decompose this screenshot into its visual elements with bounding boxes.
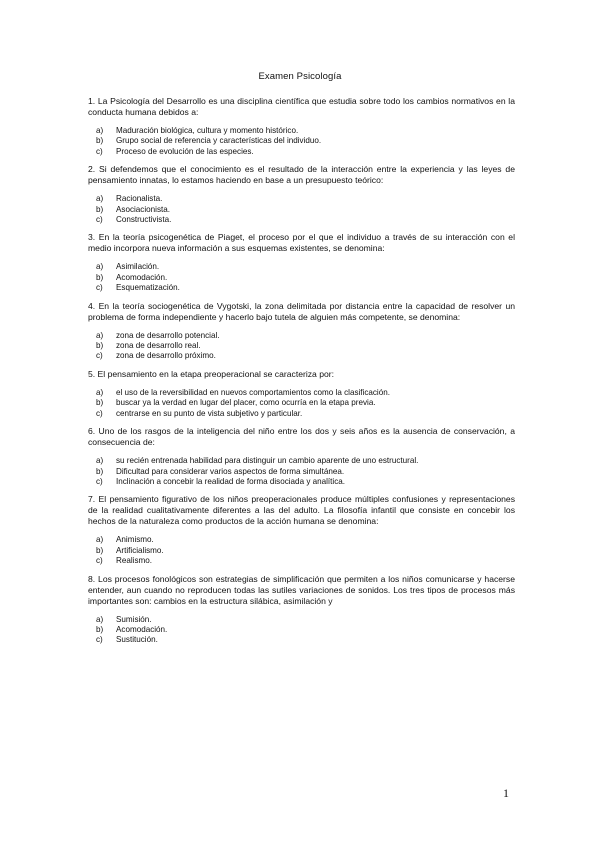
answer-option xyxy=(88,398,515,408)
option-letter: b) xyxy=(96,624,104,634)
answer-options xyxy=(88,456,515,487)
answer-options xyxy=(88,615,515,646)
option-text: su recién entrenada habilidad para distinguir un cambio aparente de uno estructural. xyxy=(116,456,419,466)
answer-option xyxy=(88,205,515,215)
answer-option xyxy=(88,194,515,204)
question-2 xyxy=(88,164,515,225)
option-text: Dificultad para considerar varios aspectos de forma simultánea. xyxy=(116,466,345,476)
question-text: 4. En la teoría sociogenética de Vygotski, la zona delimitada por distancia entre la capacidad de resolver un problema de forma independiente y hacerlo bajo tutela de alguien más competente, se denomina: xyxy=(88,300,515,322)
question-5 xyxy=(88,369,515,419)
question-7 xyxy=(88,494,515,566)
answer-options xyxy=(88,388,515,419)
option-letter: c) xyxy=(96,635,103,645)
option-text: Constructivista. xyxy=(116,215,172,225)
option-text: Artificialismo. xyxy=(116,545,164,555)
answer-options xyxy=(88,194,515,225)
answer-option xyxy=(88,273,515,283)
option-text: zona de desarrollo real. xyxy=(116,341,201,351)
answer-option xyxy=(88,477,515,487)
answer-option xyxy=(88,351,515,361)
answer-option xyxy=(88,467,515,477)
option-text: Sumisión. xyxy=(116,614,152,624)
option-letter: b) xyxy=(96,272,104,282)
option-letter: c) xyxy=(96,351,103,361)
option-text: buscar ya la verdad en lugar del placer, como ocurría en la etapa previa. xyxy=(116,398,376,408)
option-letter: b) xyxy=(96,398,104,408)
option-letter: c) xyxy=(96,476,103,486)
answer-option xyxy=(88,283,515,293)
question-text: 8. Los procesos fonológicos son estrategias de simplificación que permiten a los niños comunicarse y hacerse entender, aun cuando no reproducen todas las sutiles variaciones de sonidos. Los tres tipos de procesos más importantes son: cambios en la estructura silábica, asimilación y xyxy=(88,573,515,606)
option-text: Realismo. xyxy=(116,556,152,566)
question-text: 2. Si defendemos que el conocimiento es el resultado de la interacción entre la experiencia y las leyes de pensamiento innatas, lo estamos haciendo en base a un presupuesto teórico: xyxy=(88,164,515,186)
answer-option xyxy=(88,262,515,272)
answer-option xyxy=(88,136,515,146)
option-text: zona de desarrollo próximo. xyxy=(116,351,216,361)
answer-option xyxy=(88,126,515,136)
option-letter: a) xyxy=(96,126,104,135)
question-6 xyxy=(88,426,515,487)
option-text: Acomodación. xyxy=(116,272,168,282)
question-text: 3. En la teoría psicogenética de Piaget, el proceso por el que el individuo a través de su interacción con el medio incorpora nueva información a sus esquemas existentes, se denomina: xyxy=(88,232,515,254)
option-text: zona de desarrollo potencial. xyxy=(116,330,220,340)
option-text: Racionalista. xyxy=(116,194,163,204)
question-text: 7. El pensamiento figurativo de los niños preoperacionales produce múltiples confusiones y representaciones de la realidad cualitativamente diferentes a las del adulto. La filosofía infantil que consiste en concebir los hechos de la naturaleza como productos de la acción humana se denomina: xyxy=(88,494,515,527)
question-list xyxy=(88,96,515,653)
option-letter: b) xyxy=(96,466,104,476)
answer-options xyxy=(88,331,515,362)
option-letter: c) xyxy=(96,283,103,293)
question-3 xyxy=(88,232,515,293)
option-text: Acomodación. xyxy=(116,624,168,634)
answer-option xyxy=(88,635,515,645)
option-text: Esquematización. xyxy=(116,283,180,293)
option-letter: c) xyxy=(96,556,103,566)
option-text: Asimilación. xyxy=(116,262,160,272)
answer-option xyxy=(88,615,515,625)
answer-option xyxy=(88,388,515,398)
option-text: el uso de la reversibilidad en nuevos comportamientos como la clasificación. xyxy=(116,387,390,397)
question-text: 6. Uno de los rasgos de la inteligencia del niño entre los dos y seis años es la ausencia de conservación, a consecuencia de: xyxy=(88,426,515,448)
answer-options xyxy=(88,535,515,566)
option-letter: a) xyxy=(96,262,104,272)
answer-options xyxy=(88,126,515,157)
answer-option xyxy=(88,147,515,157)
option-letter: b) xyxy=(96,341,104,351)
option-letter: c) xyxy=(96,408,103,418)
option-text: centrarse en su punto de vista subjetivo y particular. xyxy=(116,408,303,418)
option-letter: a) xyxy=(96,535,104,545)
answer-option xyxy=(88,331,515,341)
answer-option xyxy=(88,409,515,419)
option-letter: b) xyxy=(96,545,104,555)
option-text: Animismo. xyxy=(116,535,154,545)
answer-option xyxy=(88,341,515,351)
option-letter: a) xyxy=(96,387,104,397)
question-8 xyxy=(88,574,515,646)
answer-option xyxy=(88,546,515,556)
option-letter: b) xyxy=(96,204,104,214)
answer-option xyxy=(88,456,515,466)
option-letter: a) xyxy=(96,614,104,624)
question-1 xyxy=(88,96,515,157)
option-text: Grupo social de referencia y características del individuo. xyxy=(116,136,322,146)
option-letter: a) xyxy=(96,456,104,466)
option-text: Sustitución. xyxy=(116,635,158,645)
option-letter: a) xyxy=(96,194,104,204)
option-text: Proceso de evolución de las especies. xyxy=(116,146,254,156)
answer-option xyxy=(88,556,515,566)
answer-option xyxy=(88,535,515,545)
question-text: 5. El pensamiento en la etapa preoperacional se caracteriza por: xyxy=(88,368,335,379)
option-letter: b) xyxy=(96,136,104,146)
question-4 xyxy=(88,301,515,362)
option-text: Maduración biológica, cultura y momento histórico. xyxy=(116,126,299,135)
answer-option xyxy=(88,625,515,635)
option-text: Inclinación a concebir la realidad de forma disociada y analítica. xyxy=(116,476,346,486)
answer-option xyxy=(88,215,515,225)
option-letter: c) xyxy=(96,215,103,225)
answer-options xyxy=(88,262,515,293)
page-title: Examen Psicología xyxy=(258,71,342,82)
page-number: 1 xyxy=(503,786,509,800)
question-text: 1. La Psicología del Desarrollo es una disciplina científica que estudia sobre todo los cambios normativos en la conducta humana debidos a: xyxy=(88,96,515,117)
option-letter: c) xyxy=(96,146,103,156)
option-text: Asociacionista. xyxy=(116,204,170,214)
option-letter: a) xyxy=(96,330,104,340)
